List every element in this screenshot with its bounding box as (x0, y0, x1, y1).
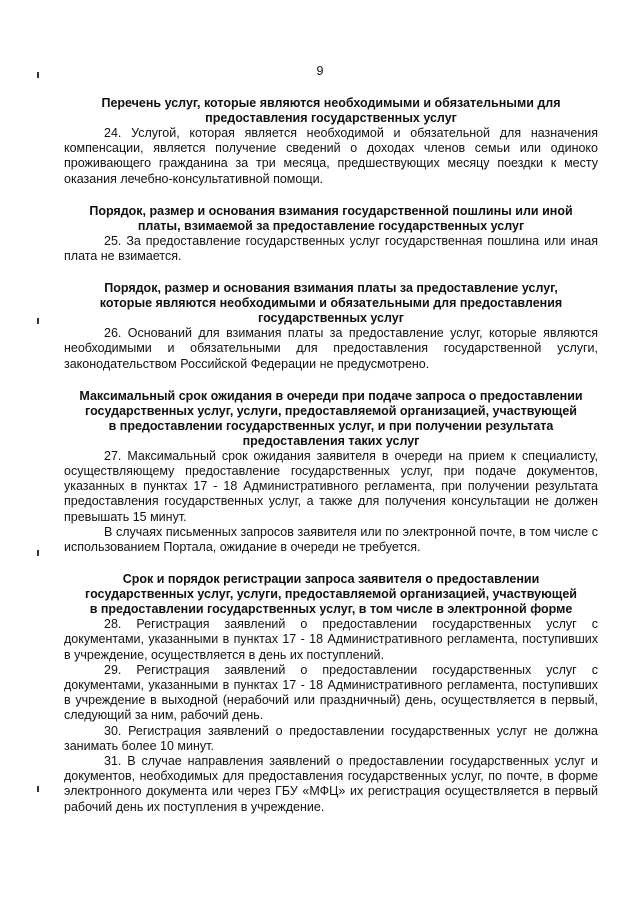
heading-line: которые являются необходимыми и обязательными для предоставления (99, 296, 563, 311)
section-heading (64, 389, 598, 449)
heading-line: Перечень услуг, которые являются необходимыми и обязательными для (101, 96, 561, 110)
section-heading (64, 281, 598, 326)
section-queue-waiting-time (64, 389, 598, 555)
section-heading (64, 204, 598, 234)
heading-line: предоставления таких услуг (242, 433, 420, 448)
paragraph-27-note: В случаях письменных запросов заявителя или по электронной почте, в том числе с использованием Портала, ожидание в очереди не требуется. (64, 524, 598, 555)
paragraph-25: 25. За предоставление государственных услуг государственная пошлина или иная плата не взимается. (64, 233, 598, 264)
paragraph-27: 27. Максимальный срок ожидания заявителя в очереди на прием к специалисту, осуществляющему предоставление государственных услуг, при подаче документов, указанных в пунктах 17 - 18 Административного регламента, при получении результата предоставления государственных услуг, а также для получения консультации не должен превышать 15 минут. (64, 448, 598, 524)
scan-mark (37, 550, 39, 556)
paragraph-26: 26. Оснований для взимания платы за предоставление услуг, которые являются необходимыми и обязательными для предоставления государственной услуги, законодательством Российской Федерации не предусмотрено. (64, 326, 598, 371)
section-state-duty (64, 204, 598, 264)
section-request-registration (64, 572, 598, 815)
heading-line: государственных услуг, услуги, предоставляемой организацией, участвующей (85, 403, 577, 418)
section-heading (64, 572, 598, 617)
document-body (64, 96, 598, 832)
heading-line: государственных услуг, услуги, предоставляемой организацией, участвующей (85, 587, 577, 602)
paragraph-30: 30. Регистрация заявлений о предоставлении государственных услуг не должна занимать более 10 минут. (64, 723, 598, 753)
heading-line: в предоставлении государственных услуг, в том числе в электронной форме (89, 602, 573, 617)
scan-mark (37, 318, 39, 324)
heading-line: государственных услуг (258, 311, 404, 326)
heading-line: Максимальный срок ожидания в очереди при подаче запроса о предоставлении (79, 388, 583, 403)
paragraph-28: 28. Регистрация заявлений о предоставлении государственных услуг с документами, указанными в пунктах 17 - 18 Административного регламента, поступивших в учреждение, осуществляется в день их поступлений. (64, 617, 598, 662)
heading-line: платы, взимаемой за предоставление государственных услуг (137, 218, 525, 233)
heading-line: Порядок, размер и основания взимания государственной пошлины или иной (89, 203, 573, 218)
section-service-fees (64, 281, 598, 372)
section-required-services (64, 96, 598, 187)
page-number: 9 (316, 64, 324, 78)
paragraph-29: 29. Регистрация заявлений о предоставлении государственных услуг с документами, указанными в пунктах 17 - 18 Административного регламента, поступивших в учреждение в выходной (нерабочий или праздничный) день, осуществляется в первый, следующий за ним, рабочий день. (64, 662, 598, 723)
section-heading (64, 96, 598, 126)
heading-line: Срок и порядок регистрации запроса заявителя о предоставлении (122, 572, 540, 587)
paragraph-31: 31. В случае направления заявлений о предоставлении государственных услуг и документов, необходимых для предоставления государственных услуг, по почте, в форме электронного документа или через ГБУ «МФЦ» их регистрация осуществляется в первый рабочий день их поступления в учреждение. (64, 754, 598, 814)
heading-line: в предоставлении государственных услуг, и при получении результата (108, 418, 554, 433)
heading-line: Порядок, размер и основания взимания платы за предоставление услуг, (104, 281, 558, 296)
scan-mark (37, 786, 39, 792)
paragraph-24: 24. Услугой, которая является необходимой и обязательной для назначения компенсации, является получение сведений о доходах членов семьи или одиноко проживающего гражданина за три месяца, предшествующих месяцу поездки к месту оказания лечебно-консультативной помощи. (64, 126, 598, 186)
heading-line: предоставления государственных услуг (205, 111, 457, 125)
